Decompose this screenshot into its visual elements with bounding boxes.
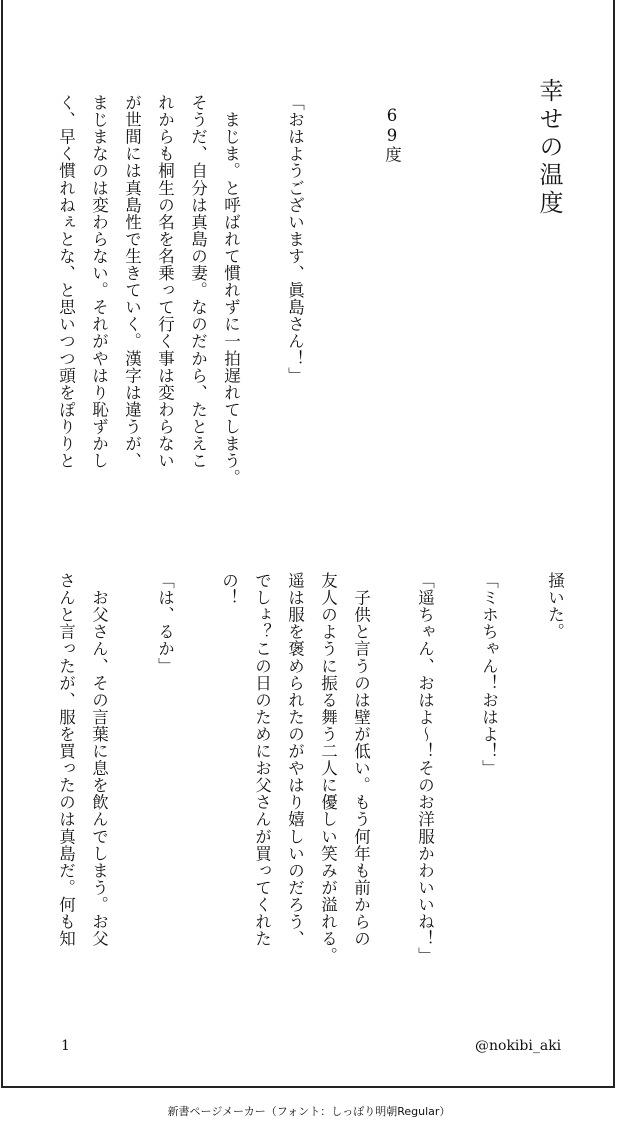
text-column: 「遥ちゃん、おはよ〜！そのお洋服かわいいね！」 — [415, 572, 435, 965]
text-column: そうだ、自分は真島の妻。なのだから、たとえこ — [188, 94, 208, 470]
text-column: が世間には真島性で生きていく。漢字は違うが、 — [122, 94, 142, 470]
text-column: 遥は服を褒められたのがやはり嬉しいのだろう、 — [285, 572, 305, 948]
text-column: 「ミホちゃん！おはよ！」 — [479, 572, 499, 777]
novel-page — [1, 0, 615, 1088]
text-column: く、早く慣れねぇとな、と思いつつ頭をぽりりと — [56, 94, 76, 470]
text-column: でしょ？この日のためにお父さんが買ってくれた — [252, 572, 272, 948]
page-number: 1 — [61, 1038, 70, 1054]
story-title: 幸せの温度 — [535, 78, 563, 218]
text-column: 掻いた。 — [545, 572, 565, 641]
text-column: まじまなのは変わらない。それがやはり恥ずかし — [89, 94, 109, 470]
text-column: お父さん、その言葉に息を飲んでしまう。お父 — [89, 572, 109, 948]
text-column: 「は、るか」 — [155, 572, 175, 675]
text-column: 友人のように振る舞う二人に優しい笑みが溢れる。 — [318, 572, 338, 965]
text-column: れからも桐生の名を名乗って行く事は変わらない — [155, 94, 175, 470]
text-column: 子供と言うのは壁が低い。もう何年も前からの — [351, 572, 371, 948]
text-column: まじま。と呼ばれて慣れずに一拍遅れてしまう。 — [221, 94, 241, 487]
text-column: の！ — [219, 572, 239, 607]
footer-credit: 新書ページメーカー（フォント：しっぽり明朝Regular） — [167, 1105, 451, 1118]
text-column: さんと言ったが、服を買ったのは真島だ。何も知 — [56, 572, 76, 948]
text-column: 「おはようございます、眞島さん！」 — [285, 94, 305, 384]
chapter-heading: 69度 — [382, 106, 402, 164]
author-handle: @nokibi_aki — [475, 1038, 562, 1054]
